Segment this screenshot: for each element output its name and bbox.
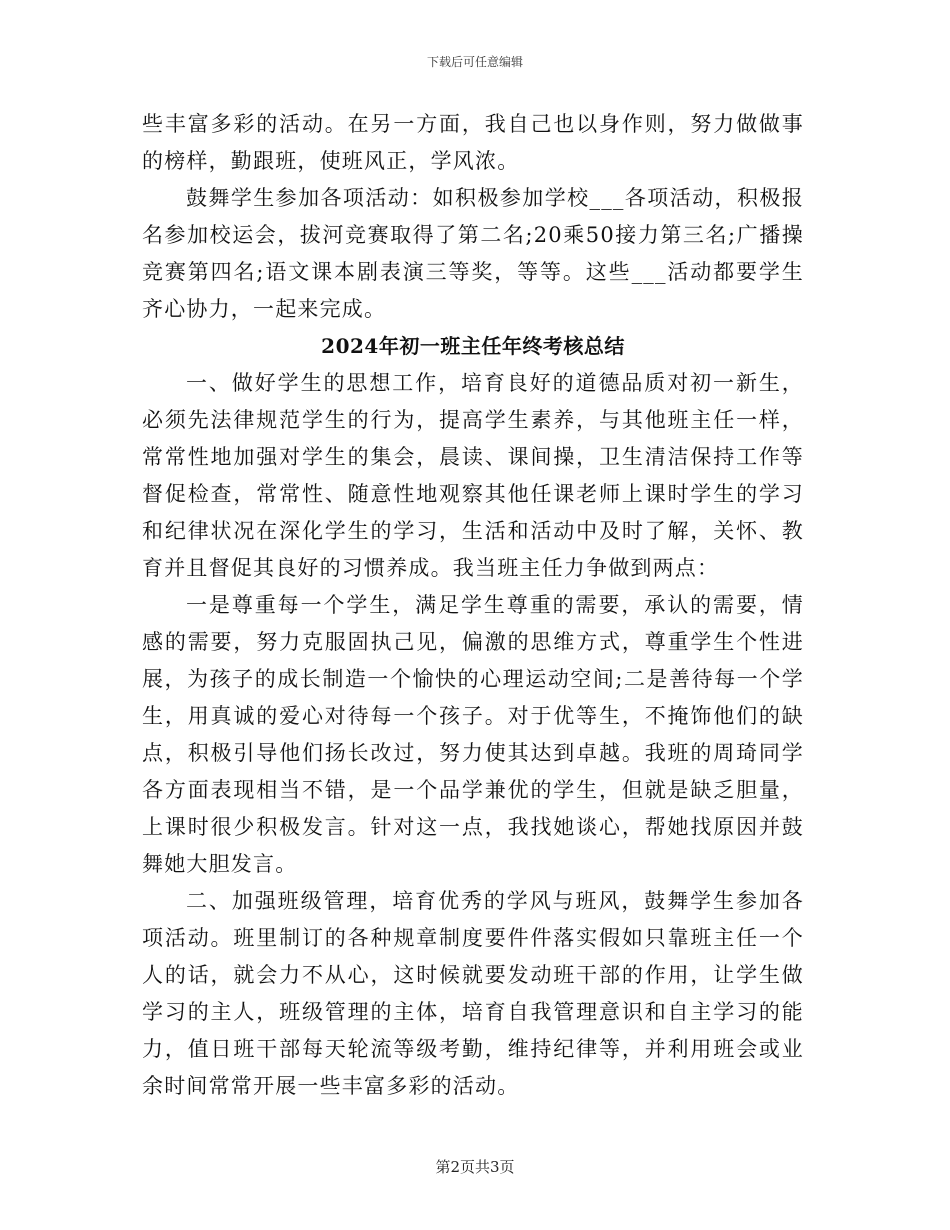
document-title: 2024年初一班主任年终考核总结 (321, 334, 625, 358)
paragraph-section-two: 二、加强班级管理，培育优秀的学风与班风，鼓舞学生参加各项活动。班里制订的各种规章制度要件件落实假如只靠班主任一个人的话，就会力不从心，这时候就要发动班干部的作用，让学生做学习的主人，班级管理的主体，培育自我管理意识和自主学习的能力，值日班干部每天轮流等级考勤，维持纪律等，并利用班会或业余时间常常开展一些丰富多彩的活动。 (142, 889, 804, 1098)
paragraph-continuation: 些丰富多彩的活动。在另一方面，我自己也以身作则，努力做做事的榜样，勤跟班，使班风正，学风浓。 (142, 112, 804, 173)
paragraph-section-one: 一、做好学生的思想工作，培育良好的道德品质对初一新生，必须先法律规范学生的行为，提高学生素养，与其他班主任一样，常常性地加强对学生的集会，晨读、课间操，卫生清洁保持工作等督促检查，常常性、随意性地观察其他任课老师上课时学生的学习和纪律状况在深化学生的学习，生活和活动中及时了解，关怀、教育并且督促其良好的习惯养成。我当班主任力争做到两点： (142, 371, 804, 580)
document-body (142, 106, 804, 1105)
paragraph-activities: 鼓舞学生参加各项活动：如积极参加学校___各项活动，积极报名参加校运会，拔河竞赛取得了第二名;20乘50接力第三名;广播操竞赛第四名;语文课本剧表演三等奖，等等。这些___活动都要学生齐心协力，一起来完成。 (142, 186, 804, 321)
paragraph-two-points: 一是尊重每一个学生，满足学生尊重的需要，承认的需要，情感的需要，努力克服固执己见，偏激的思维方式，尊重学生个性进展，为孩子的成长制造一个愉快的心理运动空间;二是善待每一个学生，用真诚的爱心对待每一个孩子。对于优等生，不掩饰他们的缺点，积极引导他们扬长改过，努力使其达到卓越。我班的周琦同学各方面表现相当不错，是一个品学兼优的学生，但就是缺乏胆量，上课时很少积极发言。针对这一点，我找她谈心，帮她找原因并鼓舞她大胆发言。 (142, 593, 804, 876)
page-header: 下载后可任意编辑 (426, 55, 523, 69)
page-number: 第2页共3页 (435, 1158, 515, 1176)
